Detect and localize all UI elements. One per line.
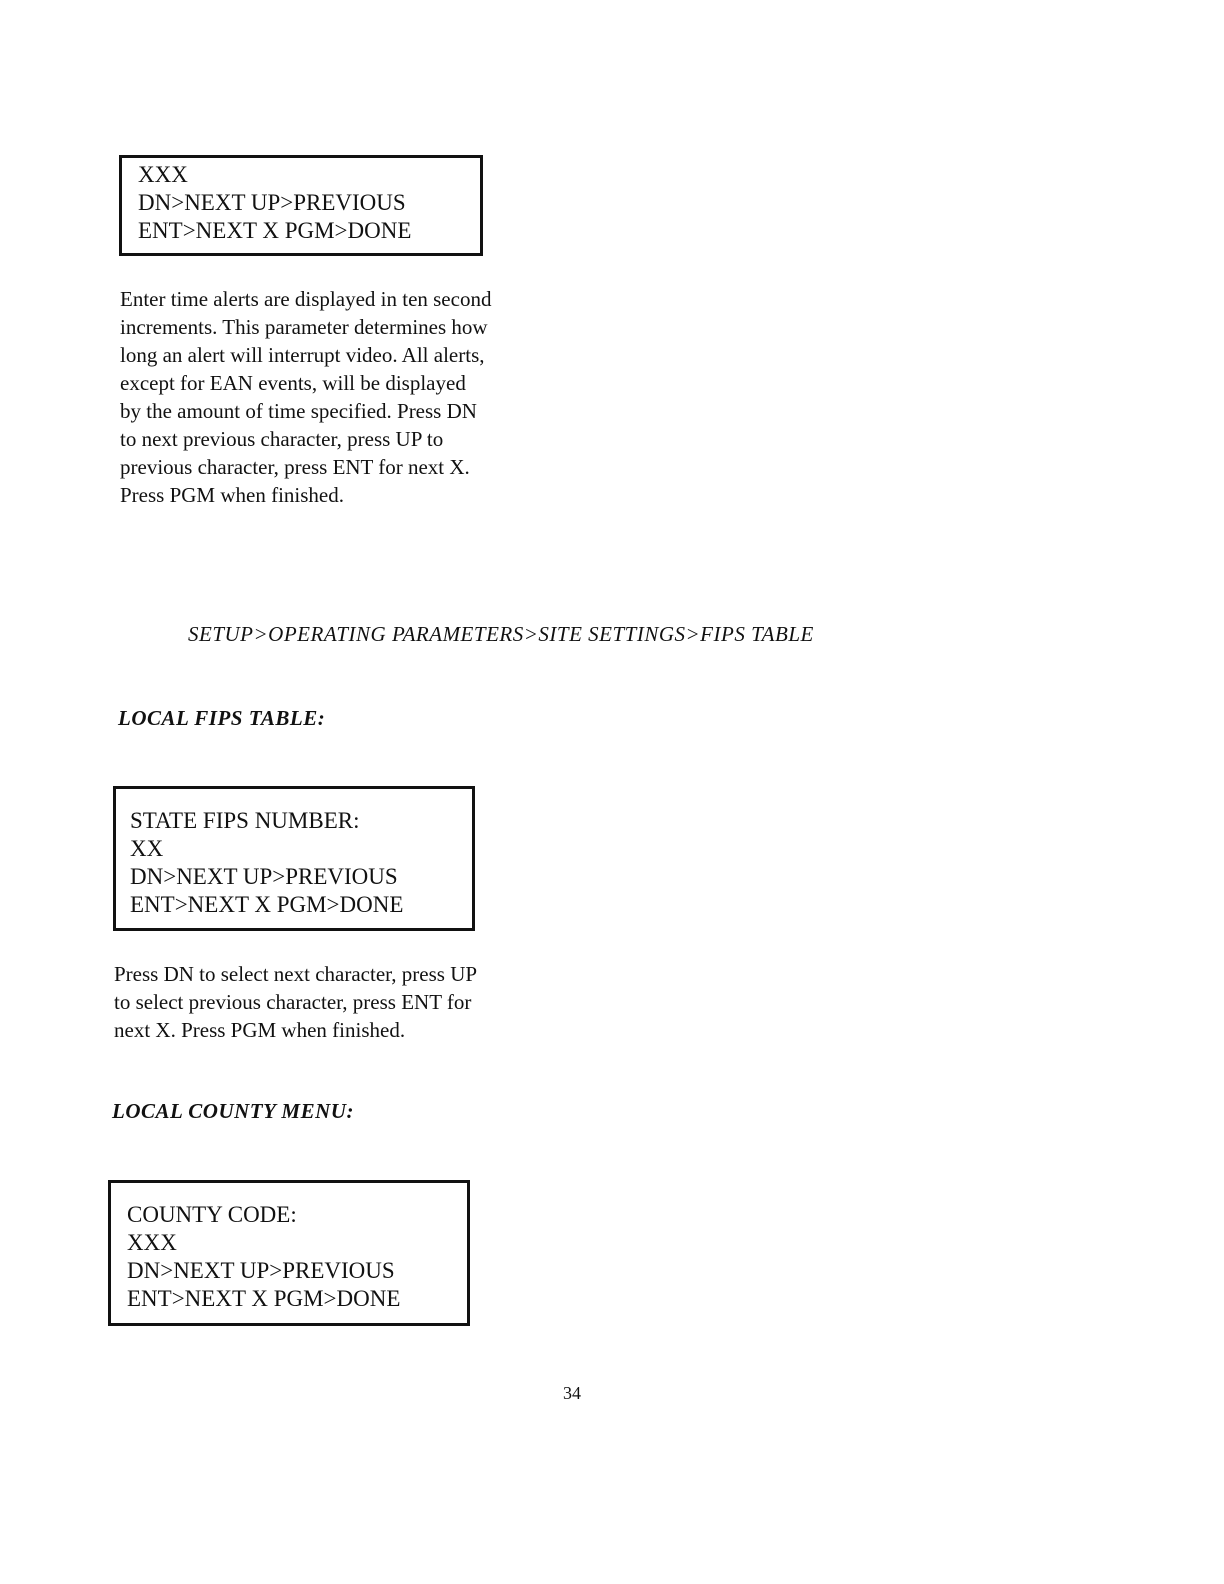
lcd-line: ENT>NEXT X PGM>DONE [138,218,412,243]
lcd-line: XX [130,836,164,861]
lcd-line: XXX [127,1230,177,1255]
lcd-line: DN>NEXT UP>PREVIOUS [138,190,406,215]
breadcrumb: SETUP>OPERATING PARAMETERS>SITE SETTINGS>FIPS TABLE [188,622,814,646]
lcd-screen-county-code [108,1180,470,1326]
page-number: 34 [563,1383,581,1403]
lcd-screen-state-fips [113,786,475,931]
fips-description: Press DN to select next character, press UP to select previous character, press ENT for next X. Press PGM when finished. [114,962,478,1042]
lcd-line: COUNTY CODE: [127,1202,297,1227]
lcd-screen-time-alert [119,155,483,256]
lcd-line: ENT>NEXT X PGM>DONE [130,892,404,917]
local-fips-table-heading: LOCAL FIPS TABLE: [118,706,326,730]
lcd-line: DN>NEXT UP>PREVIOUS [130,864,398,889]
lcd-line: STATE FIPS NUMBER: [130,808,360,833]
lcd-line: XXX [138,162,188,187]
lcd-line: ENT>NEXT X PGM>DONE [127,1286,401,1311]
lcd-line: DN>NEXT UP>PREVIOUS [127,1258,395,1283]
time-alert-description: Enter time alerts are displayed in ten second increments. This parameter determines how long an alert will interrupt video. All alerts, except for EAN events, will be displayed by the amount of time specified. Press DN to next previous character, press UP to previous character, press ENT for next X. Press PGM when finished. [120,287,492,507]
local-county-menu-heading: LOCAL COUNTY MENU: [112,1099,354,1123]
